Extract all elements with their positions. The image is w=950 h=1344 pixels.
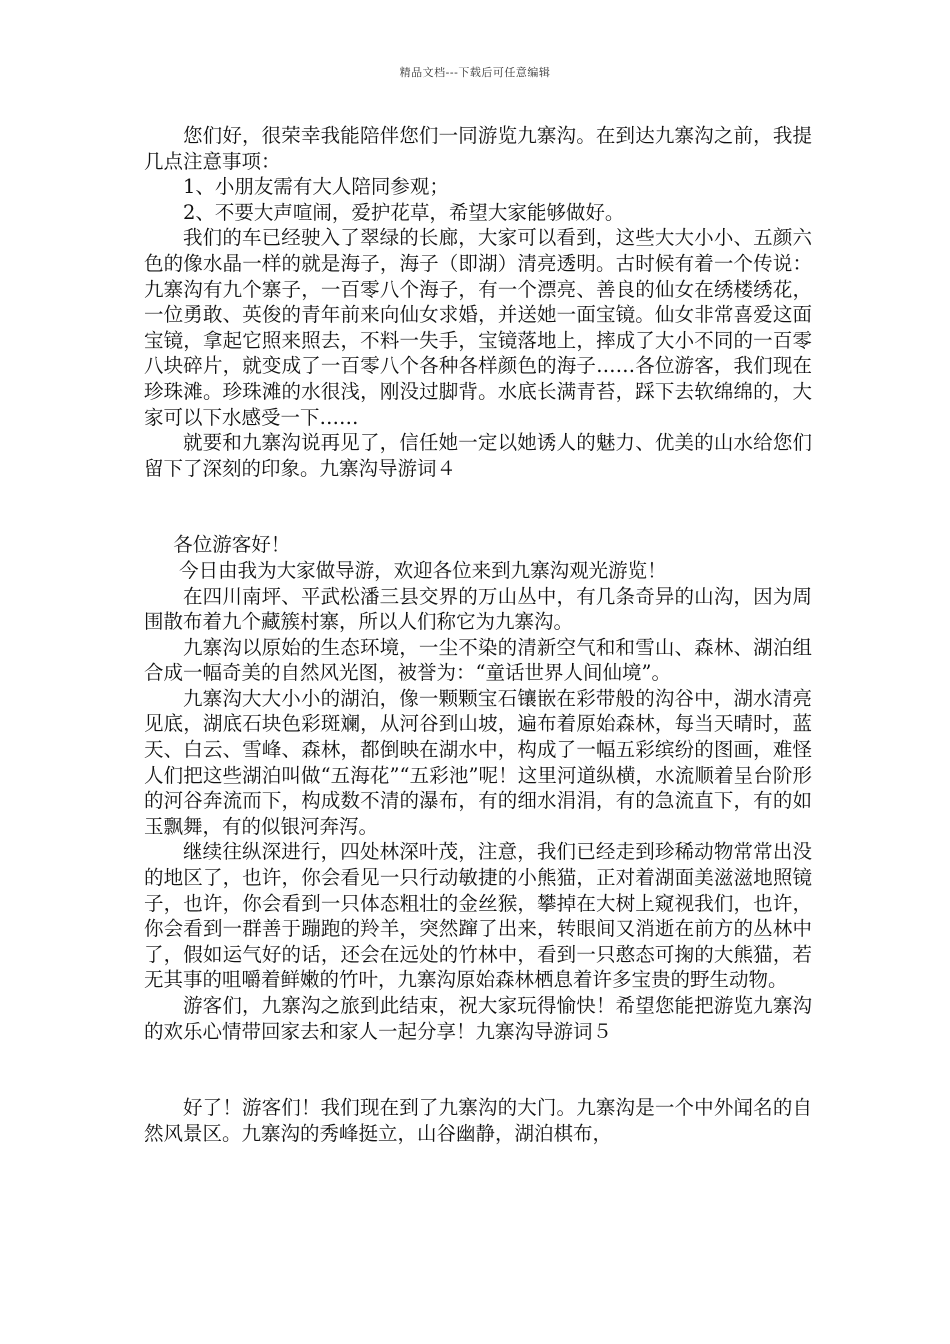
- paragraph-closing: 游客们，九寨沟之旅到此结束，祝大家玩得愉快！希望您能把游览九寨沟的欢乐心情带回家去和家人一起分享！九寨沟导游词５: [144, 994, 812, 1043]
- paragraph-gate: 好了！游客们！我们现在到了九寨沟的大门。九寨沟是一个中外闻名的自然风景区。九寨沟的秀峰挺立，山谷幽静，湖泊棋布，: [144, 1096, 812, 1145]
- section-gap: [144, 481, 812, 532]
- paragraph-location: 在四川南坪、平武松潘三县交界的万山丛中，有几条奇异的山沟，因为周围散布着九个藏簇村寨，所以人们称它为九寨沟。: [144, 584, 812, 634]
- paragraph-wildlife: 继续往纵深进行，四处林深叶茂，注意，我们已经走到珍稀动物常常出没的地区了，也许，你会看见一只行动敏捷的小熊猫，正对着湖面美滋滋地照镜子，也许，你会看到一只体态粗壮的金丝猴，攀掉在大树上窥视我们，也许，你会看到一群善于蹦跑的羚羊，突然蹿了出来，转眼间又消逝在前方的丛林中了，假如运气好的话，还会在远处的竹林中，看到一只憨态可掬的大熊猫，若无其事的咀嚼着鲜嫩的竹叶，九寨沟原始森林栖息着许多宝贵的野生动物。: [144, 840, 812, 992]
- paragraph-intro: 今日由我为大家做导游，欢迎各位来到九寨沟观光游览！: [179, 558, 667, 582]
- paragraph-environment: 九寨沟以原始的生态环境，一尘不染的清新空气和和雪山、森林、湖泊组合成一幅奇美的自然风光图，被誉为：“童话世界人间仙境”。: [144, 635, 812, 685]
- document-body: [144, 123, 812, 1146]
- section-gap: [144, 1044, 812, 1095]
- paragraph-lakes: 九寨沟大大小小的湖泊，像一颗颗宝石镶嵌在彩带般的沟谷中，湖水清亮见底，湖底石块色彩斑斓，从河谷到山坡，遍布着原始森林，每当天晴时，蓝天、白云、雪峰、森林，都倒映在湖水中，构成了一幅五彩缤纷的图画，难怪人们把这些湖泊叫做“五海花”“五彩池”呢！这里河道纵横，水流顺着呈台阶形的河谷奔流而下，构成数不清的瀑布，有的细水涓涓，有的急流直下，有的如玉飘舞，有的似银河奔泻。: [144, 686, 812, 838]
- paragraph-farewell: 就要和九寨沟说再见了，信任她一定以她诱人的魅力、优美的山水给您们留下了深刻的印象。九寨沟导游词４: [144, 431, 812, 480]
- paragraph-note-2: 2、不要大声喧闹，爱护花草，希望大家能够做好。: [183, 200, 625, 224]
- paragraph-legend: 我们的车已经驶入了翠绿的长廊，大家可以看到，这些大大小小、五颜六色的像水晶一样的就是海子，海子（即湖）清亮透明。古时候有着一个传说：九寨沟有九个寨子，一百零八个海子，有一个漂亮、善良的仙女在绣楼绣花，一位勇敢、英俊的青年前来向仙女求婚，并送她一面宝镜。仙女非常喜爱这面宝镜，拿起它照来照去，不料一失手，宝镜落地上，摔成了大小不同的一百零八块碎片，就变成了一百零八个各种各样颜色的海子……各位游客，我们现在珍珠滩。珍珠滩的水很浅，刚没过脚背。水底长满青苔，踩下去软绵绵的，大家可以下水感受一下……: [144, 226, 812, 429]
- paragraph-note-1: 1、小朋友需有大人陪同参观；: [183, 175, 449, 199]
- page-header: 精品文档---下载后可任意编辑: [399, 66, 551, 79]
- paragraph-welcome: 各位游客好！: [173, 533, 291, 557]
- paragraph-greeting: 您们好，很荣幸我能陪伴您们一同游览九寨沟。在到达九寨沟之前，我提几点注意事项：: [144, 124, 812, 173]
